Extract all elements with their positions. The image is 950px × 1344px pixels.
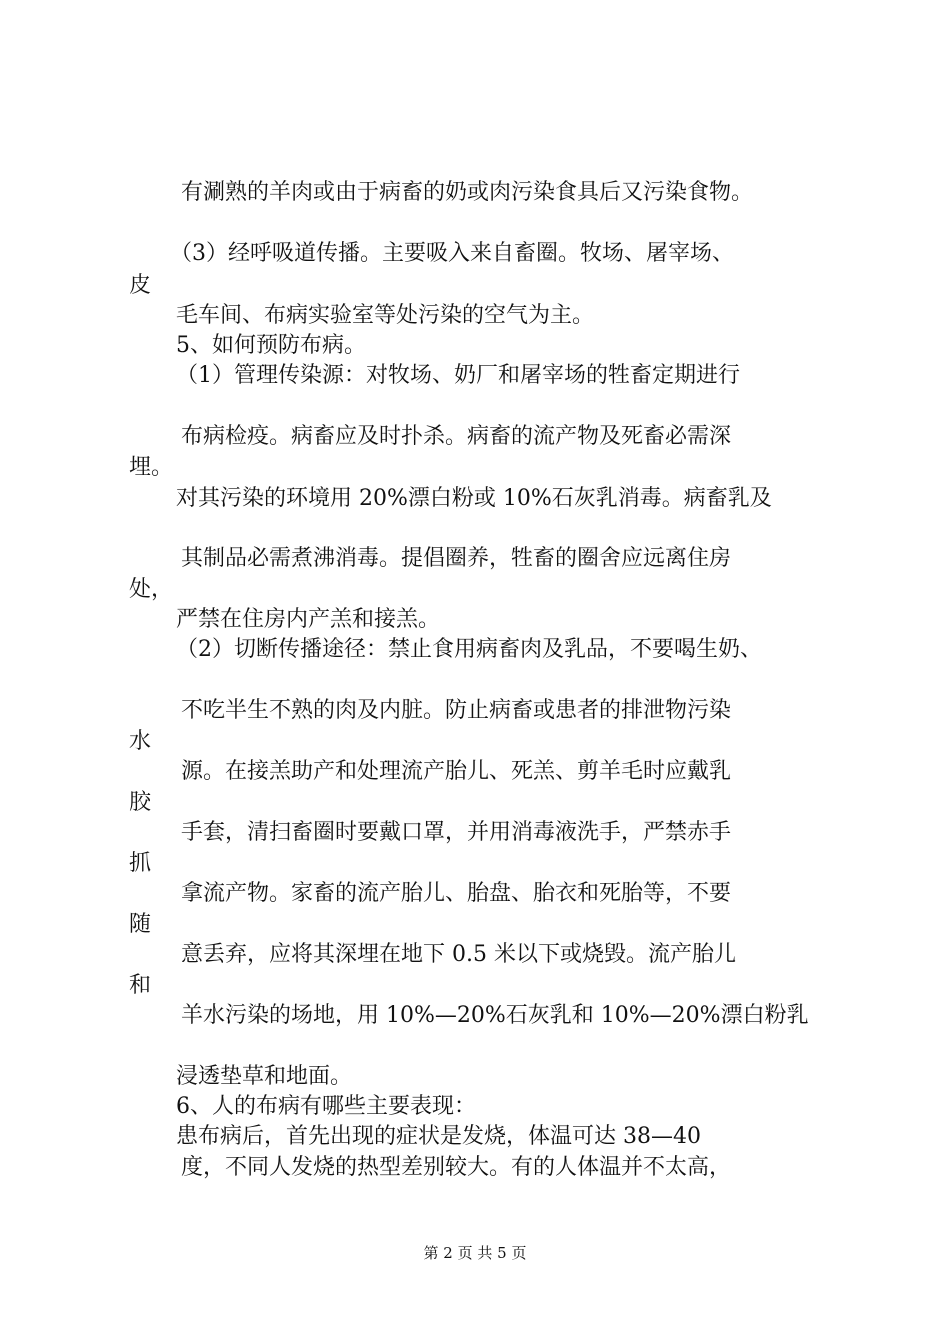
text-line: 手套，清扫畜圈时要戴口罩，并用消毒液洗手，严禁赤手 <box>181 820 732 845</box>
page-footer: 第 2 页 共 5 页 <box>423 1244 527 1262</box>
text-line: 和 <box>129 973 152 998</box>
text-line: 布病检疫。病畜应及时扑杀。病畜的流产物及死畜必需深 <box>181 424 732 449</box>
text-line: 毛车间、布病实验室等处污染的空气为主。 <box>176 303 595 328</box>
text-line: 羊水污染的场地，用 10%—20%石灰乳和 10%—20%漂白粉乳 <box>181 1003 809 1028</box>
text-line: 意丢弃，应将其深埋在地下 0.5 米以下或烧毁。流产胎儿 <box>181 942 736 967</box>
text-line: 有涮熟的羊肉或由于病畜的奶或肉污染食具后又污染食物。 <box>181 180 754 205</box>
text-line: （1）管理传染源：对牧场、奶厂和屠宰场的牲畜定期进行 <box>176 363 740 388</box>
text-line: （2）切断传播途径：禁止食用病畜肉及乳品，不要喝生奶、 <box>176 637 762 662</box>
text-line: 其制品必需煮沸消毒。提倡圈养，牲畜的圈舍应远离住房 <box>181 546 732 571</box>
text-line: 严禁在住房内产羔和接羔。 <box>176 607 441 632</box>
text-line: 不吃半生不熟的肉及内脏。防止病畜或患者的排泄物污染 <box>181 698 732 723</box>
text-line: 对其污染的环境用 20%漂白粉或 10%石灰乳消毒。病畜乳及 <box>176 486 772 511</box>
text-line: 处， <box>129 577 174 602</box>
text-line: 5、如何预防布病。 <box>176 333 366 358</box>
text-line: 胶 <box>129 790 152 815</box>
text-line: 水 <box>129 729 152 754</box>
text-line: 埋。 <box>129 455 174 480</box>
text-line: 随 <box>129 912 152 937</box>
text-line: 拿流产物。家畜的流产胎儿、胎盘、胎衣和死胎等，不要 <box>181 881 732 906</box>
text-line: 源。在接羔助产和处理流产胎儿、死羔、剪羊毛时应戴乳 <box>181 759 732 784</box>
text-line: （3）经呼吸道传播。主要吸入来自畜圈。牧场、屠宰场、 <box>170 241 734 266</box>
text-line: 患布病后，首先出现的症状是发烧，体温可达 38—40 <box>176 1124 701 1149</box>
text-line: 6、人的布病有哪些主要表现： <box>176 1094 476 1119</box>
text-line: 浸透垫草和地面。 <box>176 1064 353 1089</box>
text-line: 皮 <box>129 273 152 298</box>
text-line: 度，不同人发烧的热型差别较大。有的人体温并不太高， <box>181 1155 732 1180</box>
text-line: 抓 <box>129 851 152 876</box>
